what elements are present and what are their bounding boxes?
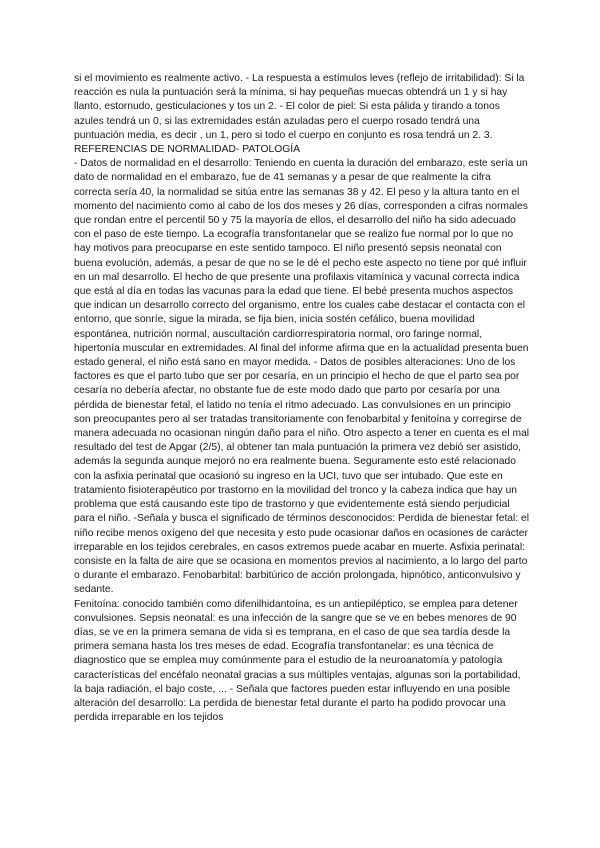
paragraph-terms-and-factors: Fenitoína: conocido también como difenilhidantoína, es un antiepiléptico, se emplea para detener convulsiones. Sepsis neonatal: es una infección de la sangre que se ve en bebes menores de 90 días, se ve en la primera semana de vida si es temprana, en el caso de que sea tardía desde la primera semana hasta los tres meses de edad. Ecografía transfontanelar: es una técnica de diagnostico que se emplea muy comúnmente para el estudio de la neuroanatomía y patología características del encéfalo neonatal gracias a sus múltiples ventajas, algunas son la portabilidad, la baja radiación, el bajo coste, ... - Señala que factores pueden estar influyendo en una posible alteración del desarrollo: La perdida de bienestar fetal durante el parto ha podido provocar una perdida irreparable en los tejidos xyxy=(74,598,521,724)
paragraph-apgar-criteria: si el movimiento es realmente activo. - La respuesta a estímulos leves (reflejo de irritabilidad): Si la reacción es nula la puntuación será la mínima, si hay pequeñas muecas obtendrá un 1 y si hay llanto, estornudo, gesticulaciones y tos un 2. - El color de piel: Si esta pálida y tirando a tonos azules tendrá un 0, si las extremidades están azuladas pero el cuerpo rosado tendrá una puntuación media, es decir , un 1, pero si todo el cuerpo en conjunto es rosa tendrá un 2. 3. REFERENCIAS DE NORMALIDAD- PATOLOGÍA xyxy=(74,73,525,156)
body-text xyxy=(74,72,530,725)
paragraph-normality-and-alterations: - Datos de normalidad en el desarrollo: Teniendo en cuenta la duración del embarazo, este sería un dato de normalidad en el embarazo, fue de 41 semanas y a pesar de que realmente la cifra correcta sería 40, la normalidad se sitúa entre las semanas 38 y 42. El peso y la altura tanto en el momento del nacimiento como al cabo de los dos meses y 26 días, corresponden a cifras normales que rondan entre el percentil 50 y 75 la mayoría de ellos, el desarrollo del niño ha sido adecuado con el paso de este tiempo. La ecografía transfontanelar que se realizo fue normal por lo que no hay motivos para preocuparse en este sentido tampoco. El niño presentó sepsis neonatal con buena evolución, además, a pesar de que no se le dé el pecho este aspecto no tiene por qué influir en un mal desarrollo. El hecho de que presente una profilaxis vitamínica y vacunal correcta indica que está al día en todas las vacunas para la edad que tiene. El bebé presenta muchos aspectos que indican un desarrollo correcto del organismo, entre los cuales cabe destacar el contacta con el entorno, que sonríe, sigue la mirada, se fija bien, inicia sostén cefálico, buena movilidad espontánea, nutrición normal, auscultación cardiorrespiratoria normal, oro faringe normal, hipertonía muscular en extremidades. Al final del informe afirma que en la actualidad presenta buen estado general, el niño está sano en mayor medida. - Datos de posibles alteraciones: Uno de los factores es que el parto tubo que ser por cesaría, en un principio el hecho de que el parto sea por cesaría no debería afectar, no obstante fue de este modo dado que parto por cesaría por una pérdida de bienestar fetal, el latido no tenía el ritmo adecuado. Las convulsiones en un principio son preocupantes pero al ser tratadas transitoriamente con fenobarbital y fenitoína y corregirse de manera adecuada no ocasionan ningún daño para el niño. Otro aspecto a tener en cuenta es el mal resultado del test de Apgar (2/5), al obtener tan mala puntuación la primera vez debió ser asistido, además la segunda aunque mejoró no era realmente buena. Seguramente esto esté relacionado con la asfixia perinatal que ocasionó su ingreso en la UCI, tuvo que ser intubado. Que este en tratamiento fisioterapéutico por trastorno en la movilidad del tronco y la cabeza indica que hay un problema que está causando este tipo de trastorno y que evidentemente está siendo perjudicial para el niño. -Señala y busca el significado de términos desconocidos: Perdida de bienestar fetal: el niño recibe menos oxígeno del que necesita y esto pude ocasionar daños en ocasiones de carácter irreparable en los tejidos cerebrales, en casos extremos puede acabar en muerte. Asfixia perinatal: consiste en la falta de aire que se ocasiona en momentos previos al nacimiento, a lo largo del parto o durante el embarazo. Fenobarbital: barbitúrico de acción prolongada, hipnótico, anticonvulsivo y sedante. xyxy=(74,158,530,596)
